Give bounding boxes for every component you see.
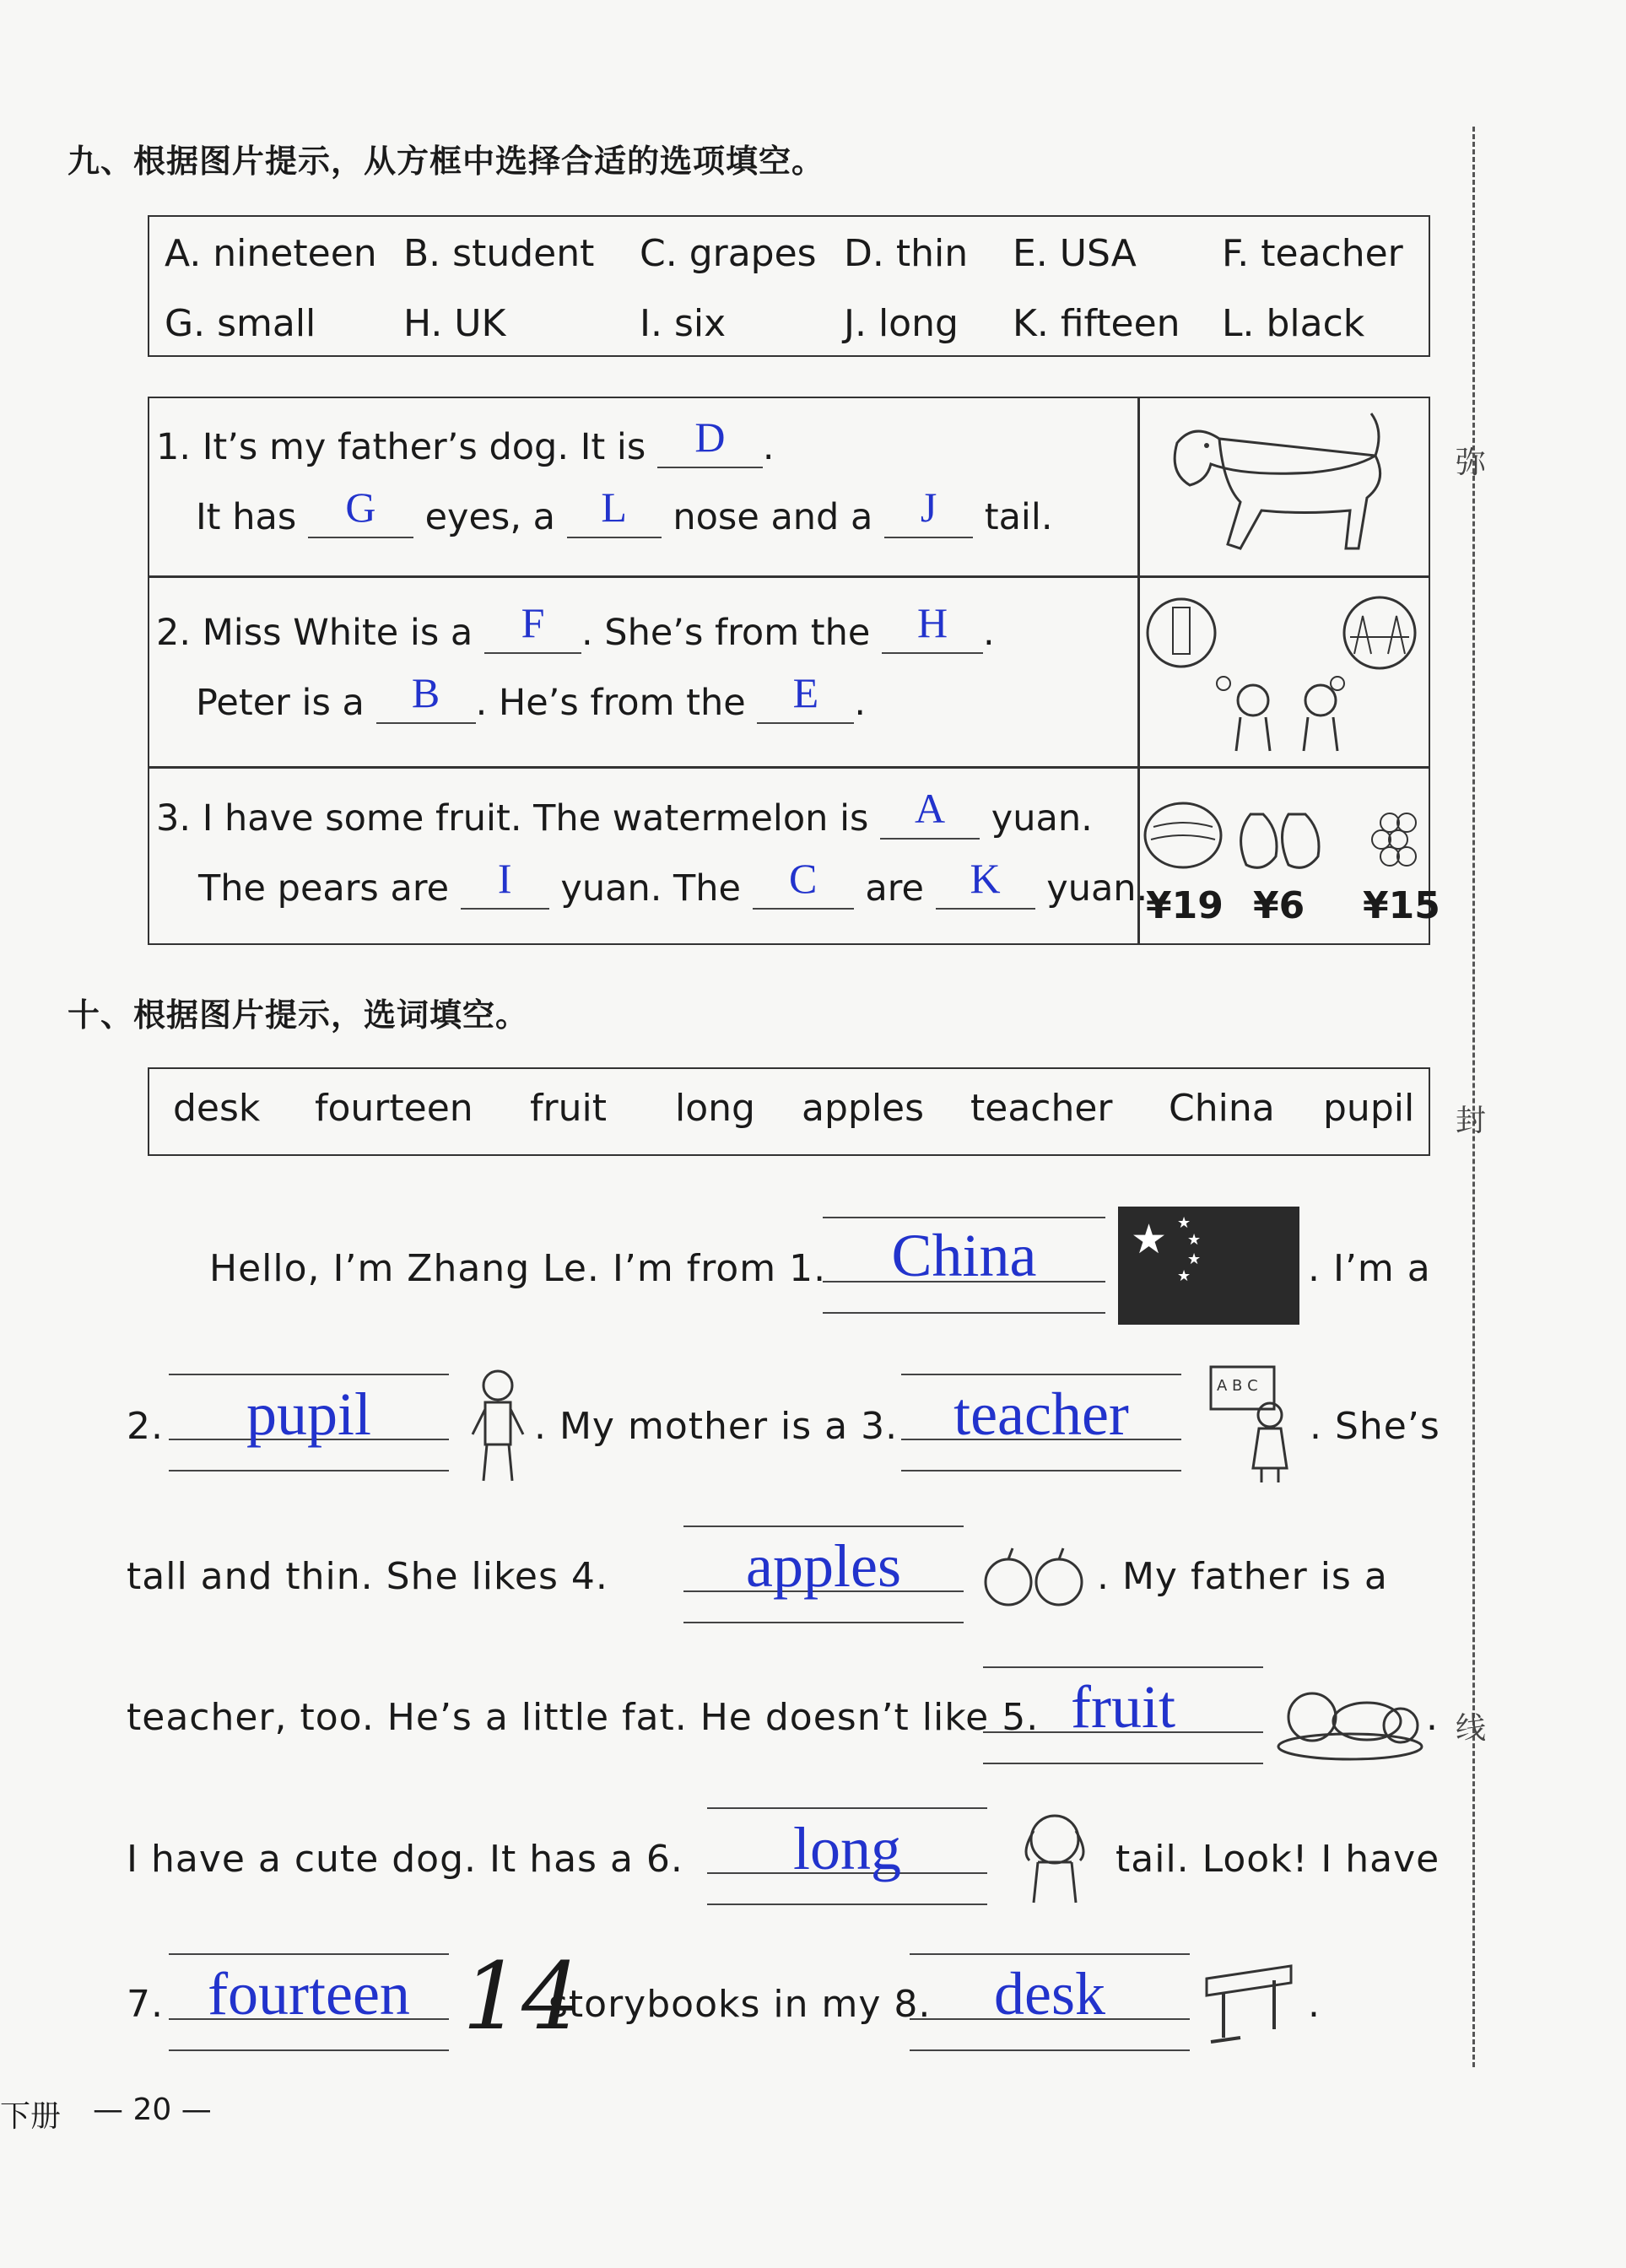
- svg-text:★: ★: [1177, 1214, 1191, 1232]
- answer-blank[interactable]: I: [497, 855, 512, 902]
- writing-line: [169, 1953, 449, 1955]
- writing-line: [707, 1904, 987, 1905]
- answer-blank[interactable]: D: [694, 413, 726, 461]
- word-option: pupil: [1323, 1087, 1415, 1130]
- passage-line: . I’m a: [1308, 1247, 1431, 1290]
- answer-blank[interactable]: China: [891, 1222, 1037, 1289]
- answer-blank[interactable]: pupil: [246, 1380, 371, 1448]
- writing-line: [169, 2049, 449, 2051]
- word-option: fruit: [530, 1087, 607, 1130]
- price-label: ¥6: [1253, 884, 1305, 927]
- answer-blank[interactable]: E: [792, 669, 819, 716]
- desk-image: [1202, 1962, 1295, 2050]
- option: E. USA: [1013, 232, 1137, 275]
- option: C. grapes: [640, 232, 817, 275]
- passage-line: . She’s: [1310, 1405, 1440, 1448]
- answer-blank[interactable]: C: [789, 855, 818, 902]
- book-label: 下册: [0, 2099, 62, 2134]
- option: A. nineteen: [165, 232, 377, 275]
- answer-blank[interactable]: L: [601, 483, 627, 531]
- passage-line: . My mother is a 3.: [534, 1405, 899, 1448]
- word-option: apples: [802, 1087, 925, 1130]
- answer-blank[interactable]: fruit: [1071, 1673, 1175, 1741]
- passage-line: .: [1426, 1696, 1439, 1739]
- dog-image: [1160, 405, 1413, 570]
- number-14-image: 14: [462, 1942, 581, 2050]
- passage-line: Hello, I’m Zhang Le. I’m from 1.: [209, 1247, 827, 1290]
- apples-image: [979, 1544, 1089, 1607]
- question-1-line-2: It has G eyes, a L nose and a J tail.: [196, 483, 1053, 538]
- margin-char: 封: [1456, 1104, 1487, 1138]
- writing-line: [901, 1470, 1181, 1472]
- answer-blank[interactable]: fourteen: [208, 1960, 410, 2028]
- writing-line: [169, 1470, 449, 1472]
- answer-blank[interactable]: K: [970, 855, 1001, 902]
- option: H. UK: [403, 302, 506, 345]
- word-option: long: [675, 1087, 755, 1130]
- word-option: fourteen: [315, 1087, 473, 1130]
- teacher-image: [1207, 1363, 1299, 1485]
- section-10-heading: 十、根据图片提示，选词填空。: [68, 996, 529, 1034]
- writing-line: [910, 1953, 1190, 1955]
- table-divider: [1137, 397, 1140, 945]
- passage-line: tail. Look! I have: [1116, 1838, 1440, 1881]
- section-9-heading: 九、根据图片提示，从方框中选择合适的选项填空。: [68, 143, 825, 180]
- passage-line: 2.: [127, 1405, 164, 1448]
- writing-line: [707, 1807, 987, 1809]
- answer-blank[interactable]: teacher: [953, 1380, 1129, 1448]
- writing-line: [683, 1622, 964, 1623]
- answer-blank[interactable]: B: [411, 669, 440, 716]
- question-2-line-2: Peter is a B . He’s from the E .: [196, 669, 867, 724]
- option: D. thin: [844, 232, 969, 275]
- option: I. six: [640, 302, 727, 345]
- svg-text:A B C: A B C: [1217, 1377, 1258, 1395]
- answer-blank[interactable]: G: [345, 483, 376, 531]
- writing-line: [823, 1312, 1105, 1314]
- writing-line: [983, 1666, 1263, 1668]
- answer-blank[interactable]: long: [792, 1815, 901, 1882]
- answer-blank[interactable]: H: [916, 599, 948, 646]
- writing-line: [910, 2049, 1190, 2051]
- fruit-basket-image: [1274, 1675, 1426, 1763]
- question-3-line-1: 3. I have some fruit. The watermelon is A yuan.: [156, 785, 1093, 840]
- table-divider: [148, 575, 1430, 578]
- question-3-line-2: The pears are I yuan. The C are K yuan.: [198, 855, 1148, 910]
- option: L. black: [1222, 302, 1365, 345]
- passage-line: 7.: [127, 1983, 164, 2026]
- writing-line: [683, 1526, 964, 1527]
- answer-blank[interactable]: A: [915, 785, 946, 832]
- table-divider: [148, 766, 1430, 769]
- pupil-image: [468, 1367, 527, 1485]
- passage-line: storybooks in my 8.: [548, 1983, 932, 2026]
- fruit-image: [1141, 785, 1428, 878]
- word-option: China: [1169, 1087, 1275, 1130]
- writing-line: [823, 1217, 1105, 1218]
- writing-line: [983, 1763, 1263, 1764]
- passage-line: .: [1308, 1983, 1321, 2026]
- svg-text:★: ★: [1131, 1216, 1168, 1263]
- question-1-line-1: 1. It’s my father’s dog. It is D .: [156, 413, 775, 468]
- svg-text:★: ★: [1187, 1231, 1202, 1249]
- option: F. teacher: [1222, 232, 1403, 275]
- passage-line: tall and thin. She likes 4.: [127, 1555, 608, 1598]
- china-flag-image: [1118, 1207, 1299, 1325]
- passage-line: . My father is a: [1097, 1555, 1388, 1598]
- option: K. fifteen: [1013, 302, 1180, 345]
- option: G. small: [165, 302, 316, 345]
- answer-blank[interactable]: J: [920, 483, 937, 531]
- word-option: teacher: [970, 1087, 1113, 1130]
- word-option: desk: [173, 1087, 261, 1130]
- price-label: ¥15: [1363, 884, 1440, 927]
- writing-line: [901, 1374, 1181, 1375]
- option: J. long: [844, 302, 959, 345]
- answer-blank[interactable]: F: [521, 599, 545, 646]
- passage-line: I have a cute dog. It has a 6.: [127, 1838, 683, 1881]
- price-label: ¥19: [1146, 884, 1224, 927]
- svg-text:★: ★: [1187, 1250, 1202, 1268]
- margin-char: 弥: [1456, 446, 1487, 480]
- question-2-line-1: 2. Miss White is a F . She’s from the H .: [156, 599, 995, 654]
- landmarks-people-image: [1143, 586, 1422, 755]
- option: B. student: [403, 232, 595, 275]
- passage-line: teacher, too. He’s a little fat. He doesn’t like 5.: [127, 1696, 1040, 1739]
- page-number: — 20 —: [93, 2092, 212, 2127]
- svg-text:★: ★: [1177, 1267, 1191, 1285]
- answer-blank[interactable]: apples: [746, 1532, 901, 1600]
- answer-blank[interactable]: desk: [994, 1960, 1105, 2028]
- puppy-image: [1008, 1810, 1101, 1907]
- margin-char: 线: [1456, 1711, 1487, 1746]
- writing-line: [169, 1374, 449, 1375]
